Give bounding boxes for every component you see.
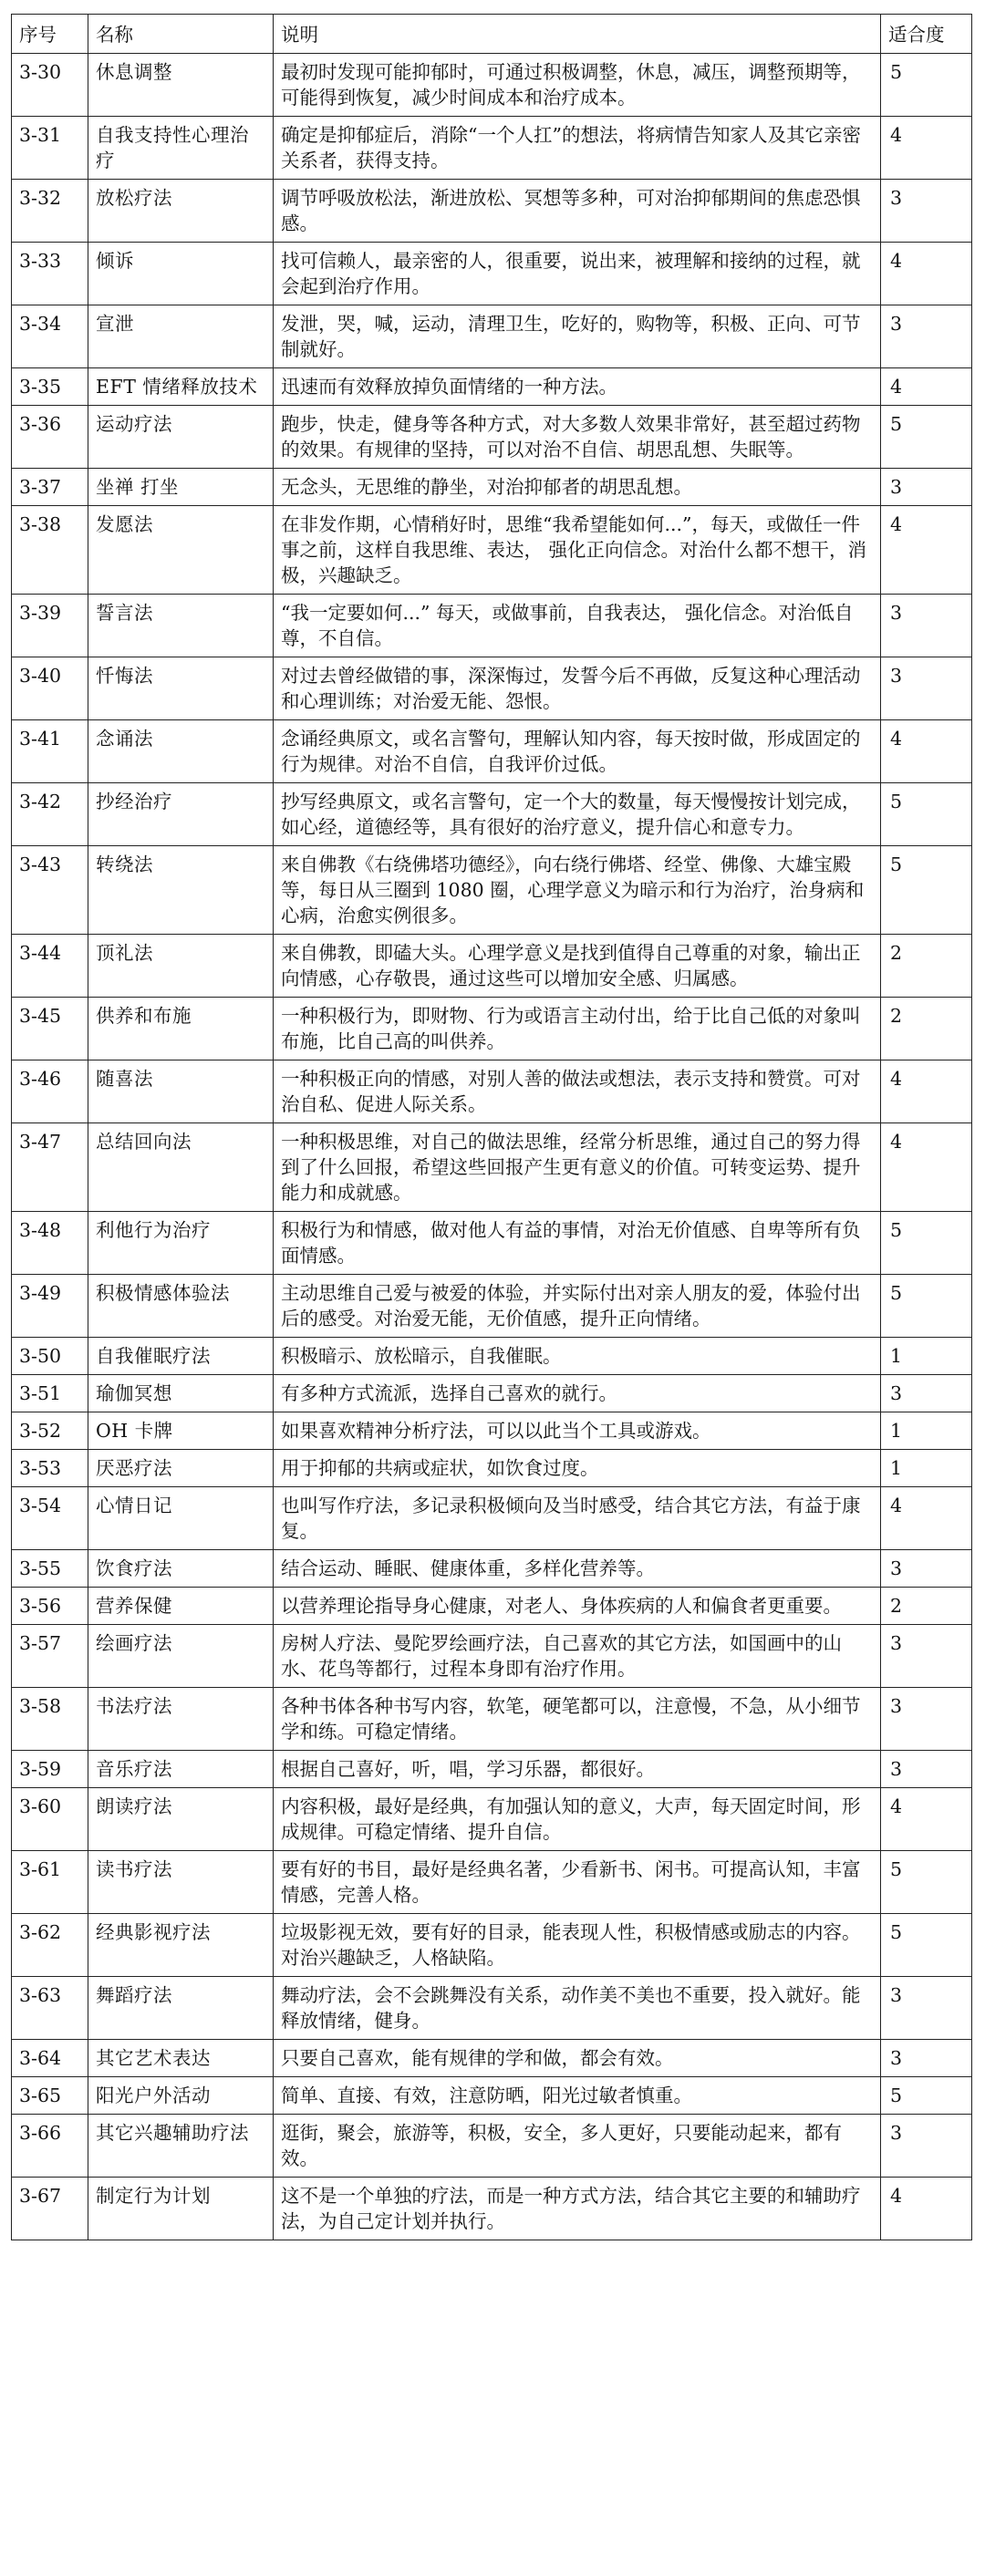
row-description-cell: 也叫写作疗法，多记录积极倾向及当时感受，结合其它方法，有益于康复。 xyxy=(274,1487,881,1550)
row-name-cell: OH 卡牌 xyxy=(88,1412,274,1450)
row-suitability-cell: 3 xyxy=(881,2040,972,2077)
row-name-cell: 休息调整 xyxy=(88,54,274,117)
table-row xyxy=(12,1688,972,1751)
row-number-cell: 3-42 xyxy=(12,783,88,846)
row-name-cell: 自我支持性心理治疗 xyxy=(88,117,274,180)
row-number-cell: 3-65 xyxy=(12,2077,88,2115)
row-description-cell: 一种积极行为，即财物、行为或语言主动付出，给于比自己低的对象叫布施，比自己高的叫供养。 xyxy=(274,998,881,1060)
row-name-cell: 积极情感体验法 xyxy=(88,1275,274,1338)
row-description-cell: 来自佛教《右绕佛塔功德经》，向右绕行佛塔、经堂、佛像、大雄宝殿等，每日从三圈到 1080 圈，心理学意义为暗示和行为治疗，治身病和心病，治愈实例很多。 xyxy=(274,846,881,935)
row-number-cell: 3-56 xyxy=(12,1588,88,1625)
table-row xyxy=(12,1751,972,1788)
row-number-cell: 3-45 xyxy=(12,998,88,1060)
row-number-cell: 3-44 xyxy=(12,935,88,998)
row-name-cell: 书法疗法 xyxy=(88,1688,274,1751)
row-name-cell: 运动疗法 xyxy=(88,406,274,469)
row-name-cell: 营养保健 xyxy=(88,1588,274,1625)
row-number-cell: 3-33 xyxy=(12,243,88,305)
row-description-cell: 舞动疗法，会不会跳舞没有关系，动作美不美也不重要，投入就好。能释放情绪，健身。 xyxy=(274,1977,881,2040)
row-description-cell: 主动思维自己爱与被爱的体验，并实际付出对亲人朋友的爱，体验付出后的感受。对治爱无能，无价值感，提升正向情绪。 xyxy=(274,1275,881,1338)
row-suitability-cell: 4 xyxy=(881,368,972,406)
table-row xyxy=(12,846,972,935)
table-row xyxy=(12,1788,972,1851)
row-suitability-cell: 4 xyxy=(881,720,972,783)
table-row xyxy=(12,1625,972,1688)
row-description-cell: 调节呼吸放松法，渐进放松、冥想等多种，可对治抑郁期间的焦虑恐惧感。 xyxy=(274,180,881,243)
table-row xyxy=(12,2040,972,2077)
table-row xyxy=(12,1851,972,1914)
row-description-cell: 垃圾影视无效，要有好的目录，能表现人性，积极情感或励志的内容。对治兴趣缺乏，人格缺陷。 xyxy=(274,1914,881,1977)
row-description-cell: 要有好的书目，最好是经典名著，少看新书、闲书。可提高认知，丰富情感，完善人格。 xyxy=(274,1851,881,1914)
row-suitability-cell: 3 xyxy=(881,469,972,506)
row-number-cell: 3-41 xyxy=(12,720,88,783)
header-description: 说明 xyxy=(274,15,881,54)
row-description-cell: 如果喜欢精神分析疗法，可以以此当个工具或游戏。 xyxy=(274,1412,881,1450)
table-row xyxy=(12,1550,972,1588)
row-number-cell: 3-54 xyxy=(12,1487,88,1550)
table-row xyxy=(12,1588,972,1625)
table-row xyxy=(12,595,972,657)
row-description-cell: “我一定要如何...” 每天，或做事前，自我表达， 强化信念。对治低自尊，不自信。 xyxy=(274,595,881,657)
row-name-cell: 其它兴趣辅助疗法 xyxy=(88,2115,274,2178)
header-number: 序号 xyxy=(12,15,88,54)
row-description-cell: 一种积极正向的情感，对别人善的做法或想法，表示支持和赞赏。可对治自私、促进人际关系。 xyxy=(274,1060,881,1123)
row-number-cell: 3-62 xyxy=(12,1914,88,1977)
row-number-cell: 3-47 xyxy=(12,1123,88,1212)
table-row xyxy=(12,1375,972,1412)
row-number-cell: 3-53 xyxy=(12,1450,88,1487)
row-number-cell: 3-35 xyxy=(12,368,88,406)
table-row xyxy=(12,2178,972,2240)
row-description-cell: 只要自己喜欢，能有规律的学和做，都会有效。 xyxy=(274,2040,881,2077)
table-row xyxy=(12,935,972,998)
row-number-cell: 3-51 xyxy=(12,1375,88,1412)
row-description-cell: 无念头，无思维的静坐，对治抑郁者的胡思乱想。 xyxy=(274,469,881,506)
row-description-cell: 简单、直接、有效，注意防晒，阳光过敏者慎重。 xyxy=(274,2077,881,2115)
table-row xyxy=(12,305,972,368)
row-name-cell: 利他行为治疗 xyxy=(88,1212,274,1275)
row-number-cell: 3-50 xyxy=(12,1338,88,1375)
header-suitability: 适合度 xyxy=(881,15,972,54)
table-header xyxy=(12,15,972,54)
table-row xyxy=(12,469,972,506)
row-number-cell: 3-38 xyxy=(12,506,88,595)
table-row xyxy=(12,1450,972,1487)
table-row xyxy=(12,180,972,243)
row-suitability-cell: 4 xyxy=(881,1788,972,1851)
table-body xyxy=(12,54,972,2240)
row-suitability-cell: 2 xyxy=(881,935,972,998)
row-description-cell: 发泄，哭，喊，运动，清理卫生，吃好的，购物等，积极、正向、可节制就好。 xyxy=(274,305,881,368)
row-number-cell: 3-39 xyxy=(12,595,88,657)
table-row xyxy=(12,1123,972,1212)
row-suitability-cell: 5 xyxy=(881,406,972,469)
row-number-cell: 3-58 xyxy=(12,1688,88,1751)
row-description-cell: 逛街，聚会，旅游等，积极，安全，多人更好，只要能动起来，都有效。 xyxy=(274,2115,881,2178)
row-name-cell: 倾诉 xyxy=(88,243,274,305)
row-number-cell: 3-59 xyxy=(12,1751,88,1788)
row-number-cell: 3-52 xyxy=(12,1412,88,1450)
row-description-cell: 念诵经典原文，或名言警句，理解认知内容，每天按时做，形成固定的行为规律。对治不自信，自我评价过低。 xyxy=(274,720,881,783)
row-number-cell: 3-57 xyxy=(12,1625,88,1688)
row-suitability-cell: 3 xyxy=(881,1977,972,2040)
row-suitability-cell: 3 xyxy=(881,1625,972,1688)
table-row xyxy=(12,243,972,305)
row-name-cell: 忏悔法 xyxy=(88,657,274,720)
row-suitability-cell: 3 xyxy=(881,1688,972,1751)
row-suitability-cell: 2 xyxy=(881,998,972,1060)
row-name-cell: 舞蹈疗法 xyxy=(88,1977,274,2040)
table-row xyxy=(12,1412,972,1450)
row-name-cell: 阳光户外活动 xyxy=(88,2077,274,2115)
row-description-cell: 来自佛教，即磕大头。心理学意义是找到值得自己尊重的对象，输出正向情感，心存敬畏，通过这些可以增加安全感、归属感。 xyxy=(274,935,881,998)
row-number-cell: 3-30 xyxy=(12,54,88,117)
row-description-cell: 抄写经典原文，或名言警句，定一个大的数量，每天慢慢按计划完成，如心经，道德经等，具有很好的治疗意义，提升信心和意专力。 xyxy=(274,783,881,846)
table-row xyxy=(12,998,972,1060)
header-row xyxy=(12,15,972,54)
row-number-cell: 3-46 xyxy=(12,1060,88,1123)
row-suitability-cell: 4 xyxy=(881,117,972,180)
row-description-cell: 有多种方式流派，选择自己喜欢的就行。 xyxy=(274,1375,881,1412)
row-description-cell: 对过去曾经做错的事，深深悔过，发誓今后不再做，反复这种心理活动和心理训练；对治爱无能、怨恨。 xyxy=(274,657,881,720)
row-name-cell: 发愿法 xyxy=(88,506,274,595)
row-name-cell: 总结回向法 xyxy=(88,1123,274,1212)
table-row xyxy=(12,1977,972,2040)
row-name-cell: 转绕法 xyxy=(88,846,274,935)
row-suitability-cell: 3 xyxy=(881,595,972,657)
row-number-cell: 3-60 xyxy=(12,1788,88,1851)
row-suitability-cell: 4 xyxy=(881,2178,972,2240)
row-name-cell: 宣泄 xyxy=(88,305,274,368)
row-description-cell: 根据自己喜好，听，唱，学习乐器，都很好。 xyxy=(274,1751,881,1788)
row-description-cell: 确定是抑郁症后，消除“一个人扛”的想法，将病情告知家人及其它亲密关系者，获得支持。 xyxy=(274,117,881,180)
row-suitability-cell: 3 xyxy=(881,657,972,720)
row-number-cell: 3-66 xyxy=(12,2115,88,2178)
row-name-cell: 绘画疗法 xyxy=(88,1625,274,1688)
row-number-cell: 3-32 xyxy=(12,180,88,243)
table-row xyxy=(12,506,972,595)
row-suitability-cell: 5 xyxy=(881,54,972,117)
row-suitability-cell: 3 xyxy=(881,1751,972,1788)
table-row xyxy=(12,368,972,406)
row-description-cell: 用于抑郁的共病或症状，如饮食过度。 xyxy=(274,1450,881,1487)
row-description-cell: 迅速而有效释放掉负面情绪的一种方法。 xyxy=(274,368,881,406)
row-description-cell: 最初时发现可能抑郁时，可通过积极调整，休息，减压，调整预期等，可能得到恢复，减少时间成本和治疗成本。 xyxy=(274,54,881,117)
row-name-cell: 念诵法 xyxy=(88,720,274,783)
row-number-cell: 3-48 xyxy=(12,1212,88,1275)
row-suitability-cell: 1 xyxy=(881,1412,972,1450)
row-description-cell: 跑步，快走，健身等各种方式，对大多数人效果非常好，甚至超过药物的效果。有规律的坚持，可以对治不自信、胡思乱想、失眠等。 xyxy=(274,406,881,469)
row-suitability-cell: 3 xyxy=(881,180,972,243)
row-description-cell: 结合运动、睡眠、健康体重，多样化营养等。 xyxy=(274,1550,881,1588)
row-suitability-cell: 3 xyxy=(881,1375,972,1412)
row-description-cell: 内容积极，最好是经典，有加强认知的意义，大声，每天固定时间，形成规律。可稳定情绪、提升自信。 xyxy=(274,1788,881,1851)
row-suitability-cell: 2 xyxy=(881,1588,972,1625)
row-name-cell: 放松疗法 xyxy=(88,180,274,243)
table-row xyxy=(12,657,972,720)
row-number-cell: 3-40 xyxy=(12,657,88,720)
row-description-cell: 积极行为和情感，做对他人有益的事情，对治无价值感、自卑等所有负面情感。 xyxy=(274,1212,881,1275)
row-suitability-cell: 5 xyxy=(881,2077,972,2115)
row-name-cell: 经典影视疗法 xyxy=(88,1914,274,1977)
row-description-cell: 以营养理论指导身心健康，对老人、身体疾病的人和偏食者更重要。 xyxy=(274,1588,881,1625)
row-number-cell: 3-37 xyxy=(12,469,88,506)
row-number-cell: 3-61 xyxy=(12,1851,88,1914)
row-name-cell: 读书疗法 xyxy=(88,1851,274,1914)
row-name-cell: 随喜法 xyxy=(88,1060,274,1123)
row-description-cell: 各种书体各种书写内容，软笔，硬笔都可以，注意慢，不急，从小细节学和练。可稳定情绪。 xyxy=(274,1688,881,1751)
table-row xyxy=(12,1338,972,1375)
row-name-cell: 瑜伽冥想 xyxy=(88,1375,274,1412)
row-suitability-cell: 4 xyxy=(881,1487,972,1550)
row-number-cell: 3-43 xyxy=(12,846,88,935)
row-name-cell: 音乐疗法 xyxy=(88,1751,274,1788)
therapy-table xyxy=(11,14,972,2240)
row-description-cell: 一种积极思维，对自己的做法思维，经常分析思维，通过自己的努力得到了什么回报，希望这些回报产生更有意义的价值。可转变运势、提升能力和成就感。 xyxy=(274,1123,881,1212)
row-description-cell: 这不是一个单独的疗法，而是一种方式方法，结合其它主要的和辅助疗法，为自己定计划并执行。 xyxy=(274,2178,881,2240)
row-suitability-cell: 1 xyxy=(881,1450,972,1487)
row-name-cell: 其它艺术表达 xyxy=(88,2040,274,2077)
row-suitability-cell: 5 xyxy=(881,1275,972,1338)
table-row xyxy=(12,117,972,180)
table-row xyxy=(12,1275,972,1338)
row-name-cell: EFT 情绪释放技术 xyxy=(88,368,274,406)
row-number-cell: 3-49 xyxy=(12,1275,88,1338)
row-name-cell: 誓言法 xyxy=(88,595,274,657)
row-suitability-cell: 1 xyxy=(881,1338,972,1375)
row-suitability-cell: 5 xyxy=(881,1914,972,1977)
table-row xyxy=(12,1060,972,1123)
row-description-cell: 在非发作期，心情稍好时，思维“我希望能如何...”，每天，或做任一件事之前，这样自我思维、表达， 强化正向信念。对治什么都不想干，消极，兴趣缺乏。 xyxy=(274,506,881,595)
table-row xyxy=(12,406,972,469)
row-number-cell: 3-64 xyxy=(12,2040,88,2077)
table-row xyxy=(12,2115,972,2178)
row-suitability-cell: 4 xyxy=(881,1123,972,1212)
table-row xyxy=(12,1914,972,1977)
row-suitability-cell: 4 xyxy=(881,243,972,305)
row-suitability-cell: 3 xyxy=(881,2115,972,2178)
row-name-cell: 自我催眠疗法 xyxy=(88,1338,274,1375)
table-row xyxy=(12,783,972,846)
row-name-cell: 制定行为计划 xyxy=(88,2178,274,2240)
table-row xyxy=(12,720,972,783)
row-description-cell: 找可信赖人，最亲密的人，很重要，说出来，被理解和接纳的过程，就会起到治疗作用。 xyxy=(274,243,881,305)
row-number-cell: 3-31 xyxy=(12,117,88,180)
row-name-cell: 心情日记 xyxy=(88,1487,274,1550)
row-number-cell: 3-55 xyxy=(12,1550,88,1588)
row-name-cell: 厌恶疗法 xyxy=(88,1450,274,1487)
header-name: 名称 xyxy=(88,15,274,54)
row-suitability-cell: 5 xyxy=(881,846,972,935)
row-name-cell: 抄经治疗 xyxy=(88,783,274,846)
row-name-cell: 饮食疗法 xyxy=(88,1550,274,1588)
table-row xyxy=(12,1212,972,1275)
row-suitability-cell: 5 xyxy=(881,783,972,846)
row-suitability-cell: 4 xyxy=(881,1060,972,1123)
row-suitability-cell: 3 xyxy=(881,1550,972,1588)
row-suitability-cell: 5 xyxy=(881,1851,972,1914)
table-row xyxy=(12,1487,972,1550)
row-description-cell: 积极暗示、放松暗示，自我催眠。 xyxy=(274,1338,881,1375)
row-number-cell: 3-67 xyxy=(12,2178,88,2240)
row-suitability-cell: 4 xyxy=(881,506,972,595)
row-description-cell: 房树人疗法、曼陀罗绘画疗法，自己喜欢的其它方法，如国画中的山水、花鸟等都行，过程本身即有治疗作用。 xyxy=(274,1625,881,1688)
row-suitability-cell: 5 xyxy=(881,1212,972,1275)
row-suitability-cell: 3 xyxy=(881,305,972,368)
table-row xyxy=(12,2077,972,2115)
row-name-cell: 供养和布施 xyxy=(88,998,274,1060)
row-number-cell: 3-63 xyxy=(12,1977,88,2040)
row-name-cell: 朗读疗法 xyxy=(88,1788,274,1851)
row-number-cell: 3-34 xyxy=(12,305,88,368)
row-number-cell: 3-36 xyxy=(12,406,88,469)
row-name-cell: 顶礼法 xyxy=(88,935,274,998)
table-row xyxy=(12,54,972,117)
row-name-cell: 坐禅 打坐 xyxy=(88,469,274,506)
